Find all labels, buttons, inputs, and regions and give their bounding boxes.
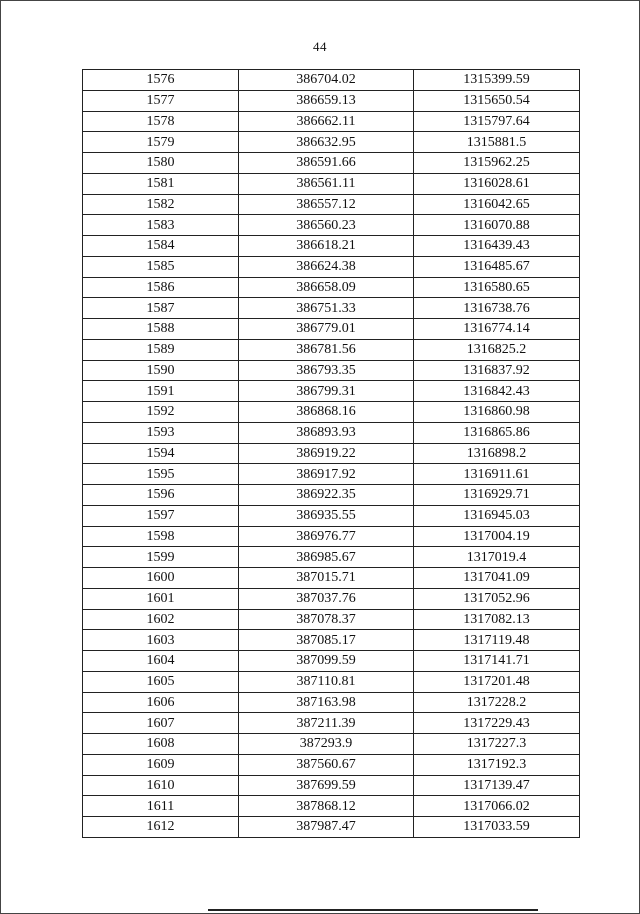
table-row bbox=[83, 194, 580, 215]
y-coordinate-cell: 1316042.65 bbox=[414, 194, 580, 215]
x-coordinate-cell: 386779.01 bbox=[239, 319, 414, 340]
x-coordinate-cell: 387868.12 bbox=[239, 796, 414, 817]
table-row bbox=[83, 796, 580, 817]
point-number-cell: 1579 bbox=[83, 132, 239, 153]
x-coordinate-cell: 387987.47 bbox=[239, 817, 414, 838]
y-coordinate-cell: 1315881.5 bbox=[414, 132, 580, 153]
y-coordinate-cell: 1316738.76 bbox=[414, 298, 580, 319]
y-coordinate-cell: 1317119.48 bbox=[414, 630, 580, 651]
table-row bbox=[83, 671, 580, 692]
point-number-cell: 1581 bbox=[83, 173, 239, 194]
y-coordinate-cell: 1316774.14 bbox=[414, 319, 580, 340]
point-number-cell: 1593 bbox=[83, 422, 239, 443]
point-number-cell: 1587 bbox=[83, 298, 239, 319]
x-coordinate-cell: 387211.39 bbox=[239, 713, 414, 734]
x-coordinate-cell: 386935.55 bbox=[239, 505, 414, 526]
table-row bbox=[83, 153, 580, 174]
point-number-cell: 1594 bbox=[83, 443, 239, 464]
x-coordinate-cell: 386781.56 bbox=[239, 339, 414, 360]
x-coordinate-cell: 386751.33 bbox=[239, 298, 414, 319]
y-coordinate-cell: 1317052.96 bbox=[414, 588, 580, 609]
point-number-cell: 1582 bbox=[83, 194, 239, 215]
y-coordinate-cell: 1317139.47 bbox=[414, 775, 580, 796]
x-coordinate-cell: 386662.11 bbox=[239, 111, 414, 132]
table-row bbox=[83, 132, 580, 153]
point-number-cell: 1598 bbox=[83, 526, 239, 547]
y-coordinate-cell: 1315797.64 bbox=[414, 111, 580, 132]
y-coordinate-cell: 1317066.02 bbox=[414, 796, 580, 817]
x-coordinate-cell: 386624.38 bbox=[239, 256, 414, 277]
table-row bbox=[83, 526, 580, 547]
y-coordinate-cell: 1316898.2 bbox=[414, 443, 580, 464]
coordinates-table bbox=[82, 69, 580, 838]
point-number-cell: 1578 bbox=[83, 111, 239, 132]
x-coordinate-cell: 386917.92 bbox=[239, 464, 414, 485]
table-row bbox=[83, 775, 580, 796]
y-coordinate-cell: 1315399.59 bbox=[414, 70, 580, 91]
point-number-cell: 1580 bbox=[83, 153, 239, 174]
point-number-cell: 1603 bbox=[83, 630, 239, 651]
point-number-cell: 1595 bbox=[83, 464, 239, 485]
table-row bbox=[83, 339, 580, 360]
point-number-cell: 1588 bbox=[83, 319, 239, 340]
table-row bbox=[83, 547, 580, 568]
point-number-cell: 1583 bbox=[83, 215, 239, 236]
x-coordinate-cell: 386632.95 bbox=[239, 132, 414, 153]
table-row bbox=[83, 277, 580, 298]
x-coordinate-cell: 386893.93 bbox=[239, 422, 414, 443]
table-row bbox=[83, 236, 580, 257]
y-coordinate-cell: 1317019.4 bbox=[414, 547, 580, 568]
x-coordinate-cell: 386793.35 bbox=[239, 360, 414, 381]
x-coordinate-cell: 386659.13 bbox=[239, 90, 414, 111]
point-number-cell: 1601 bbox=[83, 588, 239, 609]
y-coordinate-cell: 1316860.98 bbox=[414, 402, 580, 423]
y-coordinate-cell: 1316842.43 bbox=[414, 381, 580, 402]
y-coordinate-cell: 1316929.71 bbox=[414, 485, 580, 506]
x-coordinate-cell: 387037.76 bbox=[239, 588, 414, 609]
table-row bbox=[83, 215, 580, 236]
x-coordinate-cell: 387085.17 bbox=[239, 630, 414, 651]
table-row bbox=[83, 630, 580, 651]
y-coordinate-cell: 1317201.48 bbox=[414, 671, 580, 692]
table-row bbox=[83, 609, 580, 630]
y-coordinate-cell: 1316028.61 bbox=[414, 173, 580, 194]
table-row bbox=[83, 173, 580, 194]
point-number-cell: 1590 bbox=[83, 360, 239, 381]
point-number-cell: 1612 bbox=[83, 817, 239, 838]
y-coordinate-cell: 1316911.61 bbox=[414, 464, 580, 485]
table-row bbox=[83, 402, 580, 423]
y-coordinate-cell: 1317141.71 bbox=[414, 651, 580, 672]
x-coordinate-cell: 387293.9 bbox=[239, 734, 414, 755]
x-coordinate-cell: 386704.02 bbox=[239, 70, 414, 91]
footer-rule bbox=[208, 909, 538, 911]
table-row bbox=[83, 298, 580, 319]
x-coordinate-cell: 386799.31 bbox=[239, 381, 414, 402]
x-coordinate-cell: 386561.11 bbox=[239, 173, 414, 194]
y-coordinate-cell: 1316580.65 bbox=[414, 277, 580, 298]
y-coordinate-cell: 1316837.92 bbox=[414, 360, 580, 381]
table-row bbox=[83, 319, 580, 340]
table-row bbox=[83, 360, 580, 381]
y-coordinate-cell: 1316865.86 bbox=[414, 422, 580, 443]
x-coordinate-cell: 386922.35 bbox=[239, 485, 414, 506]
x-coordinate-cell: 386560.23 bbox=[239, 215, 414, 236]
point-number-cell: 1602 bbox=[83, 609, 239, 630]
x-coordinate-cell: 386658.09 bbox=[239, 277, 414, 298]
point-number-cell: 1609 bbox=[83, 754, 239, 775]
table-row bbox=[83, 485, 580, 506]
point-number-cell: 1605 bbox=[83, 671, 239, 692]
x-coordinate-cell: 386557.12 bbox=[239, 194, 414, 215]
y-coordinate-cell: 1315962.25 bbox=[414, 153, 580, 174]
y-coordinate-cell: 1317082.13 bbox=[414, 609, 580, 630]
point-number-cell: 1610 bbox=[83, 775, 239, 796]
x-coordinate-cell: 386591.66 bbox=[239, 153, 414, 174]
point-number-cell: 1584 bbox=[83, 236, 239, 257]
x-coordinate-cell: 387099.59 bbox=[239, 651, 414, 672]
point-number-cell: 1589 bbox=[83, 339, 239, 360]
point-number-cell: 1592 bbox=[83, 402, 239, 423]
point-number-cell: 1597 bbox=[83, 505, 239, 526]
point-number-cell: 1591 bbox=[83, 381, 239, 402]
y-coordinate-cell: 1317041.09 bbox=[414, 568, 580, 589]
point-number-cell: 1577 bbox=[83, 90, 239, 111]
y-coordinate-cell: 1317229.43 bbox=[414, 713, 580, 734]
table-row bbox=[83, 817, 580, 838]
x-coordinate-cell: 386985.67 bbox=[239, 547, 414, 568]
table-row bbox=[83, 568, 580, 589]
table-row bbox=[83, 588, 580, 609]
y-coordinate-cell: 1316825.2 bbox=[414, 339, 580, 360]
point-number-cell: 1606 bbox=[83, 692, 239, 713]
y-coordinate-cell: 1317033.59 bbox=[414, 817, 580, 838]
coordinates-table-body bbox=[83, 70, 580, 838]
point-number-cell: 1600 bbox=[83, 568, 239, 589]
y-coordinate-cell: 1315650.54 bbox=[414, 90, 580, 111]
point-number-cell: 1608 bbox=[83, 734, 239, 755]
y-coordinate-cell: 1317192.3 bbox=[414, 754, 580, 775]
x-coordinate-cell: 386868.16 bbox=[239, 402, 414, 423]
table-row bbox=[83, 505, 580, 526]
table-row bbox=[83, 651, 580, 672]
x-coordinate-cell: 386618.21 bbox=[239, 236, 414, 257]
table-row bbox=[83, 692, 580, 713]
table-row bbox=[83, 754, 580, 775]
y-coordinate-cell: 1317004.19 bbox=[414, 526, 580, 547]
point-number-cell: 1596 bbox=[83, 485, 239, 506]
y-coordinate-cell: 1316485.67 bbox=[414, 256, 580, 277]
point-number-cell: 1586 bbox=[83, 277, 239, 298]
table-row bbox=[83, 90, 580, 111]
y-coordinate-cell: 1317227.3 bbox=[414, 734, 580, 755]
point-number-cell: 1607 bbox=[83, 713, 239, 734]
table-row bbox=[83, 422, 580, 443]
x-coordinate-cell: 387699.59 bbox=[239, 775, 414, 796]
point-number-cell: 1611 bbox=[83, 796, 239, 817]
x-coordinate-cell: 386919.22 bbox=[239, 443, 414, 464]
x-coordinate-cell: 387163.98 bbox=[239, 692, 414, 713]
page-number: 44 bbox=[313, 39, 327, 54]
table-row bbox=[83, 713, 580, 734]
x-coordinate-cell: 387560.67 bbox=[239, 754, 414, 775]
y-coordinate-cell: 1317228.2 bbox=[414, 692, 580, 713]
x-coordinate-cell: 387110.81 bbox=[239, 671, 414, 692]
table-row bbox=[83, 734, 580, 755]
point-number-cell: 1599 bbox=[83, 547, 239, 568]
y-coordinate-cell: 1316070.88 bbox=[414, 215, 580, 236]
y-coordinate-cell: 1316945.03 bbox=[414, 505, 580, 526]
y-coordinate-cell: 1316439.43 bbox=[414, 236, 580, 257]
point-number-cell: 1585 bbox=[83, 256, 239, 277]
x-coordinate-cell: 387015.71 bbox=[239, 568, 414, 589]
table-row bbox=[83, 70, 580, 91]
point-number-cell: 1604 bbox=[83, 651, 239, 672]
table-row bbox=[83, 381, 580, 402]
x-coordinate-cell: 386976.77 bbox=[239, 526, 414, 547]
point-number-cell: 1576 bbox=[83, 70, 239, 91]
table-row bbox=[83, 256, 580, 277]
table-row bbox=[83, 443, 580, 464]
table-row bbox=[83, 111, 580, 132]
x-coordinate-cell: 387078.37 bbox=[239, 609, 414, 630]
table-row bbox=[83, 464, 580, 485]
